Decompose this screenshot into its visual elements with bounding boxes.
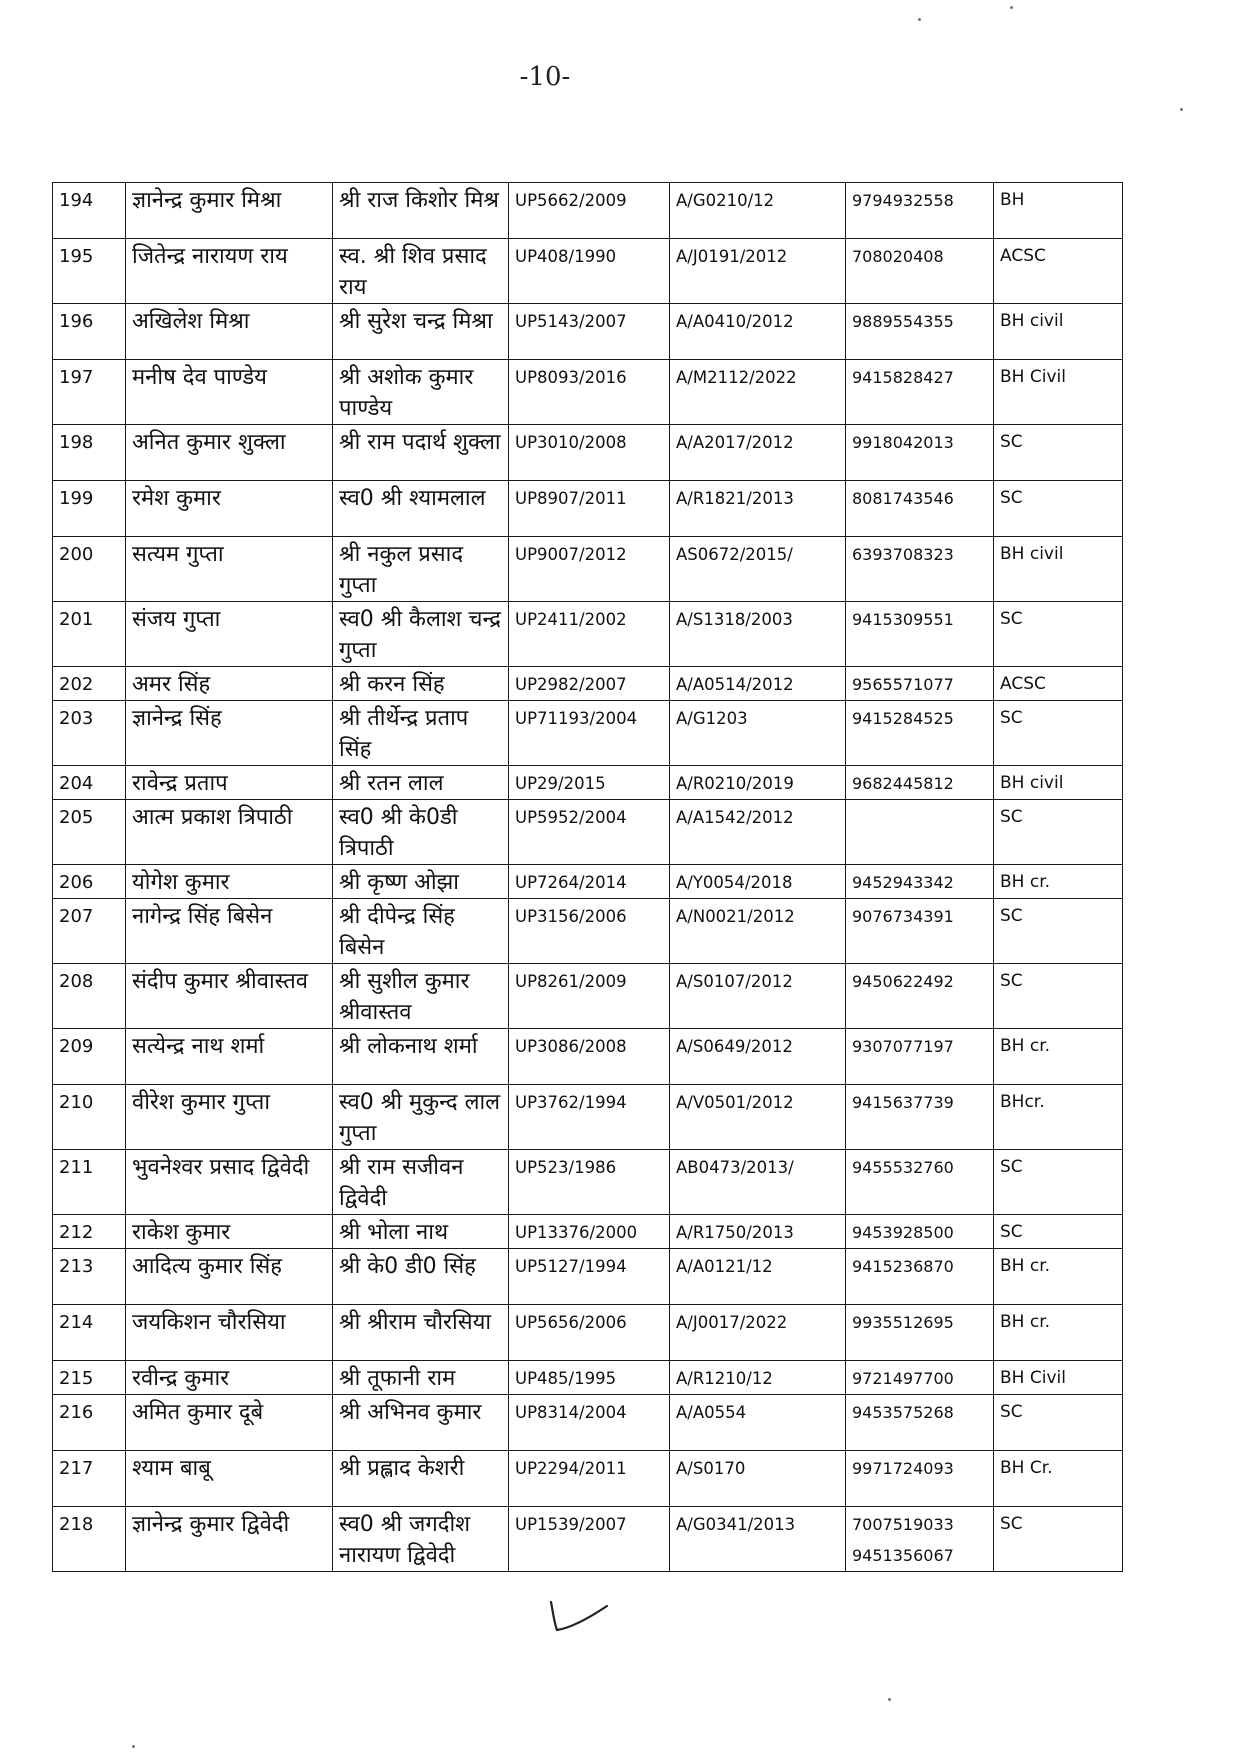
application-number-cell: A/J0191/2012 (670, 239, 846, 304)
name-cell: रमेश कुमार (126, 481, 333, 537)
category-cell: SC (994, 899, 1123, 964)
mobile-number: 9307077197 (852, 1037, 954, 1056)
category-cell: SC (994, 701, 1123, 766)
registration-number-cell: UP9007/2012 (509, 537, 670, 602)
name-cell: अनित कुमार शुक्ला (126, 425, 333, 481)
registration-number-cell: UP3086/2008 (509, 1029, 670, 1085)
table-row (53, 1085, 1123, 1150)
category-cell: BH civil (994, 766, 1123, 800)
mobile-number-cell (846, 1507, 994, 1572)
table-row (53, 1507, 1123, 1572)
application-number-cell: A/A1542/2012 (670, 800, 846, 865)
mobile-number: 6393708323 (852, 545, 954, 564)
father-name-cell: स्व0 श्री कैलाश चन्द्र गुप्ता (333, 602, 509, 667)
name-cell: रावेन्द्र प्रताप (126, 766, 333, 800)
category-cell: BH cr. (994, 1305, 1123, 1361)
mobile-number-cell (846, 701, 994, 766)
table-row (53, 537, 1123, 602)
mobile-number-cell (846, 602, 994, 667)
father-name-cell: श्री नकुल प्रसाद गुप्ता (333, 537, 509, 602)
mobile-number-cell (846, 766, 994, 800)
name-cell: अखिलेश मिश्रा (126, 304, 333, 360)
registration-number-cell: UP485/1995 (509, 1361, 670, 1395)
registration-number-cell: UP2411/2002 (509, 602, 670, 667)
table-row (53, 239, 1123, 304)
table-row (53, 667, 1123, 701)
father-name-cell: श्री के0 डी0 सिंह (333, 1249, 509, 1305)
application-number-cell: A/G1203 (670, 701, 846, 766)
application-number-cell: A/R1750/2013 (670, 1215, 846, 1249)
mobile-number-cell (846, 537, 994, 602)
category-cell: SC (994, 1507, 1123, 1572)
mobile-number-cell (846, 425, 994, 481)
father-name-cell: स्व0 श्री के0डी त्रिपाठी (333, 800, 509, 865)
application-number-cell: AS0672/2015/ (670, 537, 846, 602)
name-cell: सत्यम गुप्ता (126, 537, 333, 602)
mobile-number-cell (846, 1249, 994, 1305)
mobile-number-cell (846, 899, 994, 964)
application-number-cell: A/N0021/2012 (670, 899, 846, 964)
registration-number-cell: UP8093/2016 (509, 360, 670, 425)
mobile-number-cell (846, 1305, 994, 1361)
category-cell: BH civil (994, 537, 1123, 602)
mobile-number: 9918042013 (852, 433, 954, 452)
table-row (53, 360, 1123, 425)
registration-number-cell: UP5662/2009 (509, 183, 670, 239)
application-number-cell: A/A0514/2012 (670, 667, 846, 701)
mobile-number-cell (846, 1029, 994, 1085)
registration-number-cell: UP7264/2014 (509, 865, 670, 899)
serial-number: 197 (53, 360, 126, 425)
name-cell: आत्म प्रकाश त्रिपाठी (126, 800, 333, 865)
application-number-cell: A/Y0054/2018 (670, 865, 846, 899)
category-cell: ACSC (994, 239, 1123, 304)
table-row (53, 1249, 1123, 1305)
serial-number: 207 (53, 899, 126, 964)
table-row (53, 425, 1123, 481)
registration-number-cell: UP5656/2006 (509, 1305, 670, 1361)
father-name-cell: श्री प्रह्लाद केशरी (333, 1451, 509, 1507)
serial-number: 196 (53, 304, 126, 360)
table-row (53, 602, 1123, 667)
registration-number-cell: UP8314/2004 (509, 1395, 670, 1451)
registration-number-cell: UP5127/1994 (509, 1249, 670, 1305)
registration-number-cell: UP3156/2006 (509, 899, 670, 964)
registration-number-cell: UP8261/2009 (509, 964, 670, 1029)
name-cell: अमर सिंह (126, 667, 333, 701)
scan-speck (888, 1698, 891, 1701)
mobile-number-cell (846, 865, 994, 899)
application-number-cell: A/A0121/12 (670, 1249, 846, 1305)
father-name-cell: स्व. श्री शिव प्रसाद राय (333, 239, 509, 304)
serial-number: 203 (53, 701, 126, 766)
mobile-number: 9794932558 (852, 191, 954, 210)
category-cell: BH civil (994, 304, 1123, 360)
mobile-number-cell (846, 667, 994, 701)
serial-number: 198 (53, 425, 126, 481)
serial-number: 202 (53, 667, 126, 701)
registration-number-cell: UP13376/2000 (509, 1215, 670, 1249)
category-cell: SC (994, 425, 1123, 481)
mobile-number-cell (846, 360, 994, 425)
table-row (53, 964, 1123, 1029)
category-cell: ACSC (994, 667, 1123, 701)
table-row (53, 1451, 1123, 1507)
serial-number: 217 (53, 1451, 126, 1507)
application-number-cell: A/A0410/2012 (670, 304, 846, 360)
table-row (53, 183, 1123, 239)
serial-number: 194 (53, 183, 126, 239)
mobile-number-cell (846, 964, 994, 1029)
father-name-cell: श्री रतन लाल (333, 766, 509, 800)
application-number-cell: A/S0107/2012 (670, 964, 846, 1029)
serial-number: 212 (53, 1215, 126, 1249)
mobile-number: 9455532760 (852, 1158, 954, 1177)
name-cell: जितेन्द्र नारायण राय (126, 239, 333, 304)
father-name-cell: श्री राम पदार्थ शुक्ला (333, 425, 509, 481)
registration-number-cell: UP3762/1994 (509, 1085, 670, 1150)
application-number-cell: A/R1821/2013 (670, 481, 846, 537)
registration-number-cell: UP2982/2007 (509, 667, 670, 701)
father-name-cell: श्री अशोक कुमार पाण्डेय (333, 360, 509, 425)
scan-speck (1180, 108, 1183, 111)
mobile-number: 9889554355 (852, 312, 954, 331)
table-row (53, 701, 1123, 766)
category-cell: SC (994, 602, 1123, 667)
category-cell: SC (994, 1215, 1123, 1249)
category-cell: BH Civil (994, 1361, 1123, 1395)
mobile-number: 9971724093 (852, 1459, 954, 1478)
father-name-cell: श्री अभिनव कुमार (333, 1395, 509, 1451)
scan-speck (1010, 6, 1013, 9)
registration-number-cell: UP71193/2004 (509, 701, 670, 766)
table-row (53, 1361, 1123, 1395)
table-row (53, 1150, 1123, 1215)
registration-number-cell: UP1539/2007 (509, 1507, 670, 1572)
name-cell: राकेश कुमार (126, 1215, 333, 1249)
handwritten-tick-mark (545, 1598, 615, 1634)
page-number: -10- (519, 62, 571, 92)
name-cell: मनीष देव पाण्डेय (126, 360, 333, 425)
serial-number: 211 (53, 1150, 126, 1215)
application-number-cell: A/G0341/2013 (670, 1507, 846, 1572)
table-row (53, 1395, 1123, 1451)
mobile-number-cell (846, 304, 994, 360)
category-cell: BHcr. (994, 1085, 1123, 1150)
father-name-cell: श्री कृष्ण ओझा (333, 865, 509, 899)
category-cell: SC (994, 1395, 1123, 1451)
category-cell: BH cr. (994, 1029, 1123, 1085)
roster-table (52, 182, 1123, 1572)
name-cell: अमित कुमार दूबे (126, 1395, 333, 1451)
scan-speck (132, 1745, 135, 1748)
mobile-number-cell (846, 239, 994, 304)
name-cell: सत्येन्द्र नाथ शर्मा (126, 1029, 333, 1085)
name-cell: नागेन्द्र सिंह बिसेन (126, 899, 333, 964)
name-cell: जयकिशन चौरसिया (126, 1305, 333, 1361)
father-name-cell: श्री राम सजीवन द्विवेदी (333, 1150, 509, 1215)
application-number-cell: A/R1210/12 (670, 1361, 846, 1395)
name-cell: भुवनेश्वर प्रसाद द्विवेदी (126, 1150, 333, 1215)
name-cell: श्याम बाबू (126, 1451, 333, 1507)
mobile-number: 8081743546 (852, 489, 954, 508)
serial-number: 213 (53, 1249, 126, 1305)
serial-number: 216 (53, 1395, 126, 1451)
category-cell: BH cr. (994, 1249, 1123, 1305)
mobile-number: 9415637739 (852, 1093, 954, 1112)
table-row (53, 800, 1123, 865)
application-number-cell: A/S0170 (670, 1451, 846, 1507)
serial-number: 201 (53, 602, 126, 667)
mobile-number: 9565571077 (852, 675, 954, 694)
mobile-number-cell (846, 800, 994, 865)
father-name-cell: स्व0 श्री श्यामलाल (333, 481, 509, 537)
category-cell: BH Cr. (994, 1451, 1123, 1507)
mobile-number: 9450622492 (852, 972, 954, 991)
registration-number-cell: UP523/1986 (509, 1150, 670, 1215)
table-row (53, 1305, 1123, 1361)
serial-number: 205 (53, 800, 126, 865)
mobile-number: 9682445812 (852, 774, 954, 793)
name-cell: ज्ञानेन्द्र कुमार मिश्रा (126, 183, 333, 239)
category-cell: BH cr. (994, 865, 1123, 899)
mobile-number: 9452943342 (852, 873, 954, 892)
mobile-number: 9415236870 (852, 1257, 954, 1276)
table-row (53, 1215, 1123, 1249)
serial-number: 206 (53, 865, 126, 899)
category-cell: SC (994, 481, 1123, 537)
father-name-cell: श्री दीपेन्द्र सिंह बिसेन (333, 899, 509, 964)
table-row (53, 899, 1123, 964)
category-cell: SC (994, 1150, 1123, 1215)
father-name-cell: श्री तूफानी राम (333, 1361, 509, 1395)
serial-number: 209 (53, 1029, 126, 1085)
mobile-number: 9453575268 (852, 1403, 954, 1422)
mobile-number-cell (846, 1451, 994, 1507)
name-cell: संजय गुप्ता (126, 602, 333, 667)
application-number-cell: A/M2112/2022 (670, 360, 846, 425)
mobile-number: 9415828427 (852, 368, 954, 387)
father-name-cell: श्री राज किशोर मिश्र (333, 183, 509, 239)
mobile-number: 9415309551 (852, 610, 954, 629)
name-cell: रवीन्द्र कुमार (126, 1361, 333, 1395)
serial-number: 199 (53, 481, 126, 537)
category-cell: SC (994, 964, 1123, 1029)
registration-number-cell: UP5952/2004 (509, 800, 670, 865)
table-row (53, 865, 1123, 899)
registration-number-cell: UP3010/2008 (509, 425, 670, 481)
mobile-number-cell (846, 481, 994, 537)
father-name-cell: श्री करन सिंह (333, 667, 509, 701)
application-number-cell: A/S1318/2003 (670, 602, 846, 667)
registration-number-cell: UP8907/2011 (509, 481, 670, 537)
father-name-cell: श्री तीर्थेन्द्र प्रताप सिंह (333, 701, 509, 766)
application-number-cell: A/G0210/12 (670, 183, 846, 239)
table-row (53, 304, 1123, 360)
name-cell: ज्ञानेन्द्र सिंह (126, 701, 333, 766)
serial-number: 200 (53, 537, 126, 602)
father-name-cell: श्री लोकनाथ शर्मा (333, 1029, 509, 1085)
father-name-cell: श्री भोला नाथ (333, 1215, 509, 1249)
mobile-number: 7007519033 (852, 1515, 954, 1534)
serial-number: 195 (53, 239, 126, 304)
serial-number: 210 (53, 1085, 126, 1150)
name-cell: संदीप कुमार श्रीवास्तव (126, 964, 333, 1029)
application-number-cell: A/A2017/2012 (670, 425, 846, 481)
mobile-number-cell (846, 183, 994, 239)
mobile-number: 9935512695 (852, 1313, 954, 1332)
mobile-number: 9415284525 (852, 709, 954, 728)
table-row (53, 1029, 1123, 1085)
registration-number-cell: UP5143/2007 (509, 304, 670, 360)
mobile-number-cell (846, 1361, 994, 1395)
application-number-cell: A/J0017/2022 (670, 1305, 846, 1361)
name-cell: योगेश कुमार (126, 865, 333, 899)
name-cell: ज्ञानेन्द्र कुमार द्विवेदी (126, 1507, 333, 1572)
mobile-number: 9076734391 (852, 907, 954, 926)
application-number-cell: A/A0554 (670, 1395, 846, 1451)
father-name-cell: स्व0 श्री मुकुन्द लाल गुप्ता (333, 1085, 509, 1150)
application-number-cell: A/S0649/2012 (670, 1029, 846, 1085)
serial-number: 208 (53, 964, 126, 1029)
registration-number-cell: UP408/1990 (509, 239, 670, 304)
category-cell: BH Civil (994, 360, 1123, 425)
mobile-number-cell (846, 1215, 994, 1249)
serial-number: 215 (53, 1361, 126, 1395)
father-name-cell: स्व0 श्री जगदीश नारायण द्विवेदी (333, 1507, 509, 1572)
scan-speck (918, 18, 921, 21)
serial-number: 214 (53, 1305, 126, 1361)
mobile-number: 708020408 (852, 247, 944, 266)
name-cell: वीरेश कुमार गुप्ता (126, 1085, 333, 1150)
serial-number: 218 (53, 1507, 126, 1572)
name-cell: आदित्य कुमार सिंह (126, 1249, 333, 1305)
category-cell: BH (994, 183, 1123, 239)
registration-number-cell: UP2294/2011 (509, 1451, 670, 1507)
father-name-cell: श्री सुरेश चन्द्र मिश्रा (333, 304, 509, 360)
category-cell: SC (994, 800, 1123, 865)
application-number-cell: A/V0501/2012 (670, 1085, 846, 1150)
mobile-number-cell (846, 1150, 994, 1215)
father-name-cell: श्री सुशील कुमार श्रीवास्तव (333, 964, 509, 1029)
table-row (53, 481, 1123, 537)
table-row (53, 766, 1123, 800)
mobile-number-cell (846, 1085, 994, 1150)
serial-number: 204 (53, 766, 126, 800)
father-name-cell: श्री श्रीराम चौरसिया (333, 1305, 509, 1361)
application-number-cell: AB0473/2013/ (670, 1150, 846, 1215)
mobile-number: 9721497700 (852, 1369, 954, 1388)
mobile-number: 9451356067 (852, 1546, 954, 1565)
roster-body (53, 183, 1123, 1572)
application-number-cell: A/R0210/2019 (670, 766, 846, 800)
mobile-number: 9453928500 (852, 1223, 954, 1242)
registration-number-cell: UP29/2015 (509, 766, 670, 800)
mobile-number-cell (846, 1395, 994, 1451)
